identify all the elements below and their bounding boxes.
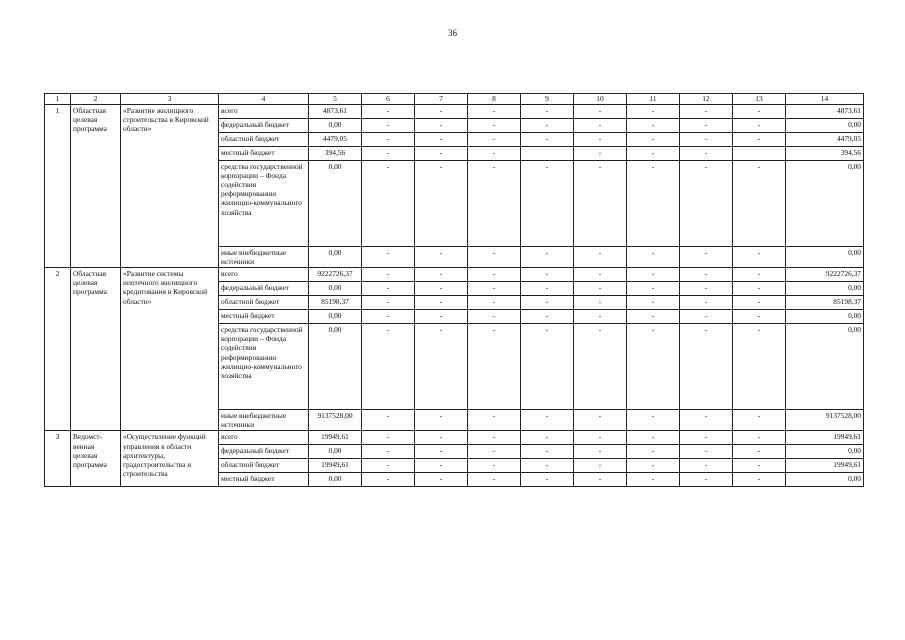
amount-col12: - — [680, 431, 733, 445]
amount-col10: - — [574, 268, 627, 282]
total-col14: 9137528,00 — [786, 410, 864, 431]
amount-col9 — [521, 147, 574, 161]
amount-col9: - — [521, 247, 574, 268]
amount-col10: - — [574, 161, 627, 247]
amount-col10: - — [574, 445, 627, 459]
amount-col13: - — [733, 431, 786, 445]
amount-col11: - — [627, 473, 680, 487]
amount-col11: - — [627, 268, 680, 282]
funding-source: местный бюджет — [219, 473, 309, 487]
amount-col7: - — [415, 105, 468, 119]
amount-col10: - — [574, 324, 627, 410]
amount-col5: 4873,61 — [309, 105, 362, 119]
column-number-9: 9 — [521, 94, 574, 105]
program-name: «Развитие жилищного строительства в Кировской области» — [121, 105, 219, 268]
program-number: 3 — [45, 431, 71, 487]
column-number-4: 4 — [219, 94, 309, 105]
total-col14: 0,00 — [786, 445, 864, 459]
amount-col11: - — [627, 105, 680, 119]
funding-source: всего — [219, 268, 309, 282]
table-row — [45, 268, 864, 282]
amount-col5: 0,00 — [309, 473, 362, 487]
table-row — [45, 105, 864, 119]
amount-col10: - — [574, 459, 627, 473]
amount-col5: 9137528,00 — [309, 410, 362, 431]
amount-col12: - — [680, 282, 733, 296]
amount-col12: - — [680, 247, 733, 268]
amount-col10: - — [574, 119, 627, 133]
program-number: 1 — [45, 105, 71, 268]
amount-col5: 0,00 — [309, 310, 362, 324]
program-type: Ведомст-венная целевая программа — [71, 431, 121, 487]
amount-col10: - — [574, 473, 627, 487]
amount-col9: - — [521, 324, 574, 410]
amount-col8: - — [468, 310, 521, 324]
amount-col13: - — [733, 161, 786, 247]
amount-col10: - — [574, 296, 627, 310]
amount-col11: - — [627, 247, 680, 268]
funding-source: федеральный бюджет — [219, 445, 309, 459]
funding-source: всего — [219, 105, 309, 119]
amount-col5: 85198,37 — [309, 296, 362, 310]
amount-col9: - — [521, 473, 574, 487]
amount-col7: - — [415, 459, 468, 473]
amount-col11: - — [627, 133, 680, 147]
funding-source: федеральный бюджет — [219, 119, 309, 133]
program-name: «Осуществление функций управления в области архитектуры, градостроительства и строительства — [121, 431, 219, 487]
amount-col8: - — [468, 445, 521, 459]
amount-col9: - — [521, 296, 574, 310]
funding-source: местный бюджет — [219, 147, 309, 161]
total-col14: 0,00 — [786, 119, 864, 133]
amount-col8: - — [468, 268, 521, 282]
amount-col8: - — [468, 410, 521, 431]
amount-col8: - — [468, 324, 521, 410]
table-row — [45, 431, 864, 445]
amount-col7: - — [415, 410, 468, 431]
amount-col8: - — [468, 147, 521, 161]
amount-col9: - — [521, 161, 574, 247]
amount-col10: - — [574, 133, 627, 147]
amount-col5: 0,00 — [309, 161, 362, 247]
column-number-3: 3 — [121, 94, 219, 105]
amount-col6: - — [362, 133, 415, 147]
amount-col13: - — [733, 473, 786, 487]
amount-col13: - — [733, 247, 786, 268]
funding-source: местный бюджет — [219, 310, 309, 324]
amount-col6: - — [362, 161, 415, 247]
column-number-1: 1 — [45, 94, 71, 105]
amount-col11: - — [627, 431, 680, 445]
amount-col11: - — [627, 310, 680, 324]
amount-col12: - — [680, 268, 733, 282]
amount-col6: - — [362, 431, 415, 445]
amount-col13: - — [733, 296, 786, 310]
total-col14: 0,00 — [786, 247, 864, 268]
amount-col5: 4479,05 — [309, 133, 362, 147]
amount-col6: - — [362, 445, 415, 459]
amount-col5: 394,56 — [309, 147, 362, 161]
amount-col13 — [733, 147, 786, 161]
amount-col8: - — [468, 119, 521, 133]
amount-col7: - — [415, 431, 468, 445]
amount-col9: - — [521, 459, 574, 473]
amount-col13: - — [733, 310, 786, 324]
amount-col8: - — [468, 282, 521, 296]
amount-col11: - — [627, 324, 680, 410]
amount-col12: - — [680, 310, 733, 324]
amount-col8: - — [468, 133, 521, 147]
total-col14: 19949,61 — [786, 459, 864, 473]
amount-col12: - — [680, 119, 733, 133]
amount-col11: - — [627, 410, 680, 431]
amount-col6: - — [362, 282, 415, 296]
amount-col7: - — [415, 324, 468, 410]
amount-col8: - — [468, 296, 521, 310]
amount-col12: - — [680, 459, 733, 473]
column-number-13: 13 — [733, 94, 786, 105]
funding-source: федеральный бюджет — [219, 282, 309, 296]
amount-col8: - — [468, 459, 521, 473]
amount-col10: - — [574, 410, 627, 431]
amount-col6: - — [362, 119, 415, 133]
amount-col12: - — [680, 147, 733, 161]
amount-col5: 19949,61 — [309, 431, 362, 445]
amount-col7: - — [415, 161, 468, 247]
total-col14: 19949,61 — [786, 431, 864, 445]
program-type: Областная целевая программа — [71, 105, 121, 268]
funding-source: областной бюджет — [219, 296, 309, 310]
amount-col5: 0,00 — [309, 247, 362, 268]
amount-col11: - — [627, 296, 680, 310]
amount-col9: - — [521, 310, 574, 324]
amount-col13: - — [733, 133, 786, 147]
amount-col12: - — [680, 161, 733, 247]
total-col14: 85198,37 — [786, 296, 864, 310]
amount-col13: - — [733, 119, 786, 133]
amount-col6: - — [362, 268, 415, 282]
amount-col10: - — [574, 247, 627, 268]
funding-source: областной бюджет — [219, 459, 309, 473]
total-col14: 0,00 — [786, 324, 864, 410]
amount-col11: - — [627, 282, 680, 296]
amount-col7: - — [415, 473, 468, 487]
amount-col6: - — [362, 247, 415, 268]
amount-col13: - — [733, 105, 786, 119]
amount-col6: - — [362, 147, 415, 161]
column-number-2: 2 — [71, 94, 121, 105]
amount-col13: - — [733, 268, 786, 282]
amount-col10: - — [574, 431, 627, 445]
amount-col12: - — [680, 105, 733, 119]
amount-col6: - — [362, 105, 415, 119]
column-number-10: 10 — [574, 94, 627, 105]
program-type: Областная целевая программа — [71, 268, 121, 431]
amount-col12: - — [680, 410, 733, 431]
column-number-5: 5 — [309, 94, 362, 105]
page-number: 36 — [448, 28, 457, 38]
amount-col10: - — [574, 105, 627, 119]
program-number: 2 — [45, 268, 71, 431]
total-col14: 4873,61 — [786, 105, 864, 119]
program-name: «Развитие системы ипотечного жилищного кредитования в Кировской области» — [121, 268, 219, 431]
amount-col7: - — [415, 119, 468, 133]
total-col14: 4479,05 — [786, 133, 864, 147]
amount-col6: - — [362, 324, 415, 410]
amount-col11: - — [627, 119, 680, 133]
amount-col7: - — [415, 445, 468, 459]
amount-col9: - — [521, 431, 574, 445]
amount-col9: - — [521, 445, 574, 459]
amount-col5: 0,00 — [309, 282, 362, 296]
amount-col6: - — [362, 473, 415, 487]
amount-col8: - — [468, 247, 521, 268]
amount-col9: - — [521, 410, 574, 431]
total-col14: 394,56 — [786, 147, 864, 161]
column-number-11: 11 — [627, 94, 680, 105]
amount-col8: - — [468, 161, 521, 247]
amount-col8: - — [468, 473, 521, 487]
amount-col12: - — [680, 473, 733, 487]
funding-source: всего — [219, 431, 309, 445]
amount-col11: - — [627, 445, 680, 459]
amount-col7: - — [415, 296, 468, 310]
column-number-12: 12 — [680, 94, 733, 105]
amount-col7: - — [415, 133, 468, 147]
amount-col10: - — [574, 310, 627, 324]
amount-col5: 0,00 — [309, 445, 362, 459]
amount-col9: - — [521, 133, 574, 147]
amount-col5: 9222726,37 — [309, 268, 362, 282]
amount-col12: - — [680, 296, 733, 310]
amount-col6: - — [362, 296, 415, 310]
amount-col13: - — [733, 459, 786, 473]
amount-col9: - — [521, 105, 574, 119]
amount-col13: - — [733, 445, 786, 459]
funding-source: средства государственной корпорации – Фонда содействия реформированию жилищно-коммунального хозяйства — [219, 161, 309, 247]
total-col14: 0,00 — [786, 282, 864, 296]
column-number-7: 7 — [415, 94, 468, 105]
total-col14: 0,00 — [786, 310, 864, 324]
total-col14: 0,00 — [786, 473, 864, 487]
column-number-14: 14 — [786, 94, 864, 105]
amount-col12: - — [680, 445, 733, 459]
funding-source: средства государственной корпорации – Фонда содействия реформированию жилищно-коммунального хозяйства — [219, 324, 309, 410]
amount-col12: - — [680, 324, 733, 410]
column-number-8: 8 — [468, 94, 521, 105]
amount-col5: 0,00 — [309, 324, 362, 410]
funding-source: иные внебюджетные источники — [219, 410, 309, 431]
budget-table — [44, 93, 864, 487]
amount-col7: - — [415, 268, 468, 282]
amount-col9: - — [521, 119, 574, 133]
table-body — [45, 94, 864, 487]
amount-col13: - — [733, 410, 786, 431]
amount-col9: - — [521, 268, 574, 282]
amount-col7: - — [415, 247, 468, 268]
amount-col11: - — [627, 161, 680, 247]
amount-col10: - — [574, 282, 627, 296]
total-col14: 0,00 — [786, 161, 864, 247]
amount-col11: - — [627, 147, 680, 161]
amount-col13: - — [733, 324, 786, 410]
column-number-6: 6 — [362, 94, 415, 105]
amount-col7: - — [415, 147, 468, 161]
amount-col12: - — [680, 133, 733, 147]
amount-col9: - — [521, 282, 574, 296]
amount-col8: - — [468, 431, 521, 445]
amount-col8: - — [468, 105, 521, 119]
funding-source: иные внебюджетные источники — [219, 247, 309, 268]
total-col14: 9222726,37 — [786, 268, 864, 282]
column-number-row — [45, 94, 864, 105]
amount-col5: 19949,61 — [309, 459, 362, 473]
amount-col7: - — [415, 282, 468, 296]
amount-col6: - — [362, 410, 415, 431]
amount-col7: - — [415, 310, 468, 324]
funding-source: областной бюджет — [219, 133, 309, 147]
amount-col5: 0,00 — [309, 119, 362, 133]
amount-col6: - — [362, 310, 415, 324]
amount-col6: - — [362, 459, 415, 473]
amount-col11: - — [627, 459, 680, 473]
amount-col10: - — [574, 147, 627, 161]
amount-col13: - — [733, 282, 786, 296]
